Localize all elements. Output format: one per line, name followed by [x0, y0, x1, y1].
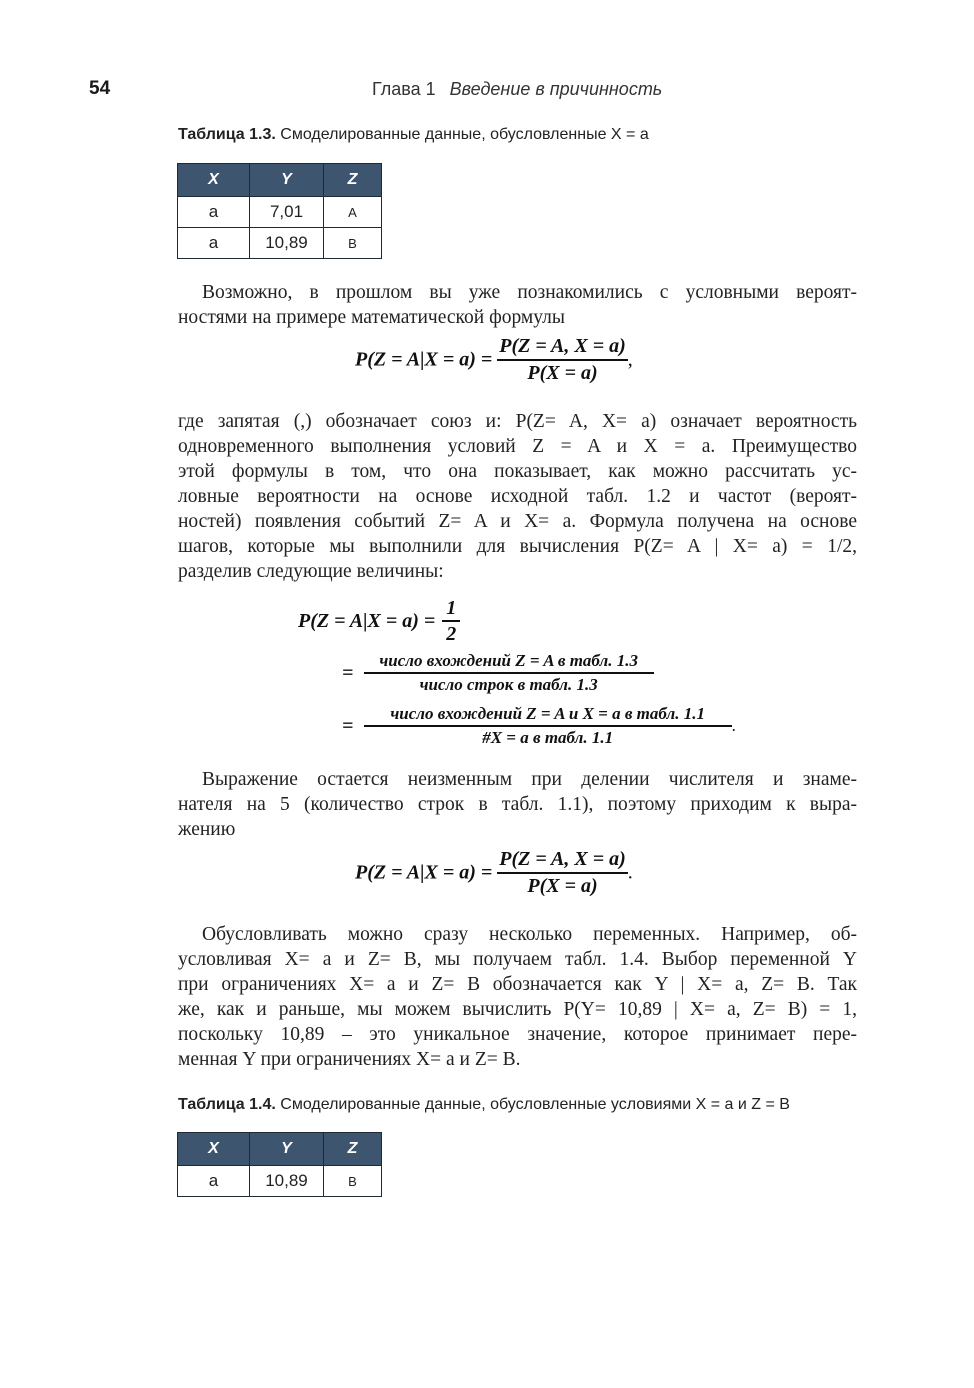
cell-y: 10,89 [250, 1166, 324, 1197]
text-line: нателя на 5 (количество строк в табл. 1.1), поэтому приходим к выра- [178, 794, 857, 815]
text-line: ностей) появления событий Z= A и X= a. Формула получена на основе [178, 511, 857, 532]
formula-punct: , [627, 348, 633, 371]
paragraph-4 [178, 922, 857, 1072]
formula-punct: . [627, 861, 633, 884]
text-line: условливая X= a и Z= B, мы получаем табл. 1.4. Выбор переменной Y [178, 949, 857, 970]
fraction-numerator: 1 [442, 597, 460, 622]
fraction-denominator: число строк в табл. 1.3 [419, 675, 598, 694]
cell-x: a [178, 1166, 250, 1197]
cell-z: A [324, 197, 382, 228]
chapter-title: Введение в причинность [449, 79, 663, 99]
table-1-3-caption [178, 126, 649, 144]
cell-y: 7,01 [250, 197, 324, 228]
text-line: этой формулы в том, что она показывает, как можно рассчитать ус- [178, 461, 857, 482]
fraction-numerator: число вхождений Z = A в табл. 1.3 [364, 651, 654, 674]
table-header-row [178, 164, 382, 197]
col-header-x: X [178, 1133, 250, 1166]
paragraph-1 [178, 280, 857, 330]
formula-fraction [497, 848, 627, 898]
table-row [178, 197, 382, 228]
formula-conditional-probability [355, 335, 633, 385]
table-row [178, 228, 382, 259]
col-header-z: Z [324, 164, 382, 197]
text-line: менная Y при ограничениях X= a и Z= B. [178, 1049, 521, 1070]
text-line: при ограничениях X= a и Z= B обозначается как Y | X= a, Z= B. Так [178, 974, 857, 995]
formula-lhs: P(Z = A|X = a) = [355, 861, 493, 884]
formula-equals: = [342, 661, 354, 684]
formula-fraction [497, 335, 627, 385]
text-line: где запятая (,) обозначает союз и: P(Z= A, X= a) означает вероятность [178, 411, 857, 432]
caption-text: Смоделированные данные, обусловленные X = a [275, 126, 649, 143]
running-header [372, 79, 662, 100]
fraction-numerator: P(Z = A, X = a) [497, 335, 627, 361]
cell-z: B [324, 1166, 382, 1197]
text-line: ловные вероятности на основе исходной табл. 1.2 и частот (вероят- [178, 486, 857, 507]
formula-derivation-line-1 [298, 597, 460, 646]
fraction-denominator: P(X = a) [527, 875, 598, 897]
caption-label: Таблица 1.3. [178, 126, 276, 143]
text-line: жению [178, 819, 236, 840]
text-line: Выражение остается неизменным при делении числителя и знаме- [202, 769, 857, 790]
cell-z: B [324, 228, 382, 259]
chapter-label: Глава 1 [372, 79, 436, 99]
formula-fraction [364, 704, 732, 748]
text-line: одновременного выполнения условий Z = A и X = a. Преимущество [178, 436, 857, 457]
table-1-4-caption [178, 1096, 790, 1114]
fraction-numerator: число вхождений Z = A и X = a в табл. 1.1 [364, 704, 732, 727]
formula-fraction [364, 651, 654, 695]
table-header-row [178, 1133, 382, 1166]
fraction-numerator: P(Z = A, X = a) [497, 848, 627, 874]
text-line: Возможно, в прошлом вы уже познакомились с условными вероят- [202, 282, 857, 303]
paragraph-3 [178, 767, 857, 842]
cell-x: a [178, 228, 250, 259]
text-line: ностями на примере математической формулы [178, 307, 565, 328]
formula-punct: . [731, 716, 736, 735]
cell-x: a [178, 197, 250, 228]
col-header-z: Z [324, 1133, 382, 1166]
formula-fraction-half [442, 597, 460, 646]
paragraph-2 [178, 409, 857, 584]
caption-label: Таблица 1.4. [178, 1096, 276, 1113]
fraction-denominator: P(X = a) [527, 362, 598, 384]
table-1-4 [177, 1132, 382, 1197]
table-row [178, 1166, 382, 1197]
cell-y: 10,89 [250, 228, 324, 259]
formula-derivation-line-3 [342, 704, 736, 748]
formula-conditional-probability-2 [355, 848, 633, 898]
table-1-3 [177, 163, 382, 259]
col-header-x: X [178, 164, 250, 197]
formula-derivation-line-2 [342, 651, 654, 695]
caption-text: Смоделированные данные, обусловленные условиями X = a и Z = B [275, 1096, 790, 1113]
formula-lhs: P(Z = A|X = a) = [298, 610, 436, 632]
text-line: Обусловливать можно сразу несколько переменных. Например, об- [202, 924, 857, 945]
col-header-y: Y [250, 164, 324, 197]
page-number: 54 [89, 78, 111, 99]
fraction-denominator: #X = a в табл. 1.1 [482, 728, 614, 747]
text-line: же, как и раньше, мы можем вычислить P(Y= 10,89 | X= a, Z= B) = 1, [178, 999, 857, 1020]
fraction-denominator: 2 [446, 623, 457, 645]
col-header-y: Y [250, 1133, 324, 1166]
text-line: поскольку 10,89 – это уникальное значение, которое принимает пере- [178, 1024, 857, 1045]
text-line: разделив следующие величины: [178, 561, 444, 582]
formula-lhs: P(Z = A|X = a) = [355, 348, 493, 371]
formula-equals: = [342, 714, 354, 737]
text-line: шагов, которые мы выполнили для вычисления P(Z= A | X= a) = 1/2, [178, 536, 857, 557]
